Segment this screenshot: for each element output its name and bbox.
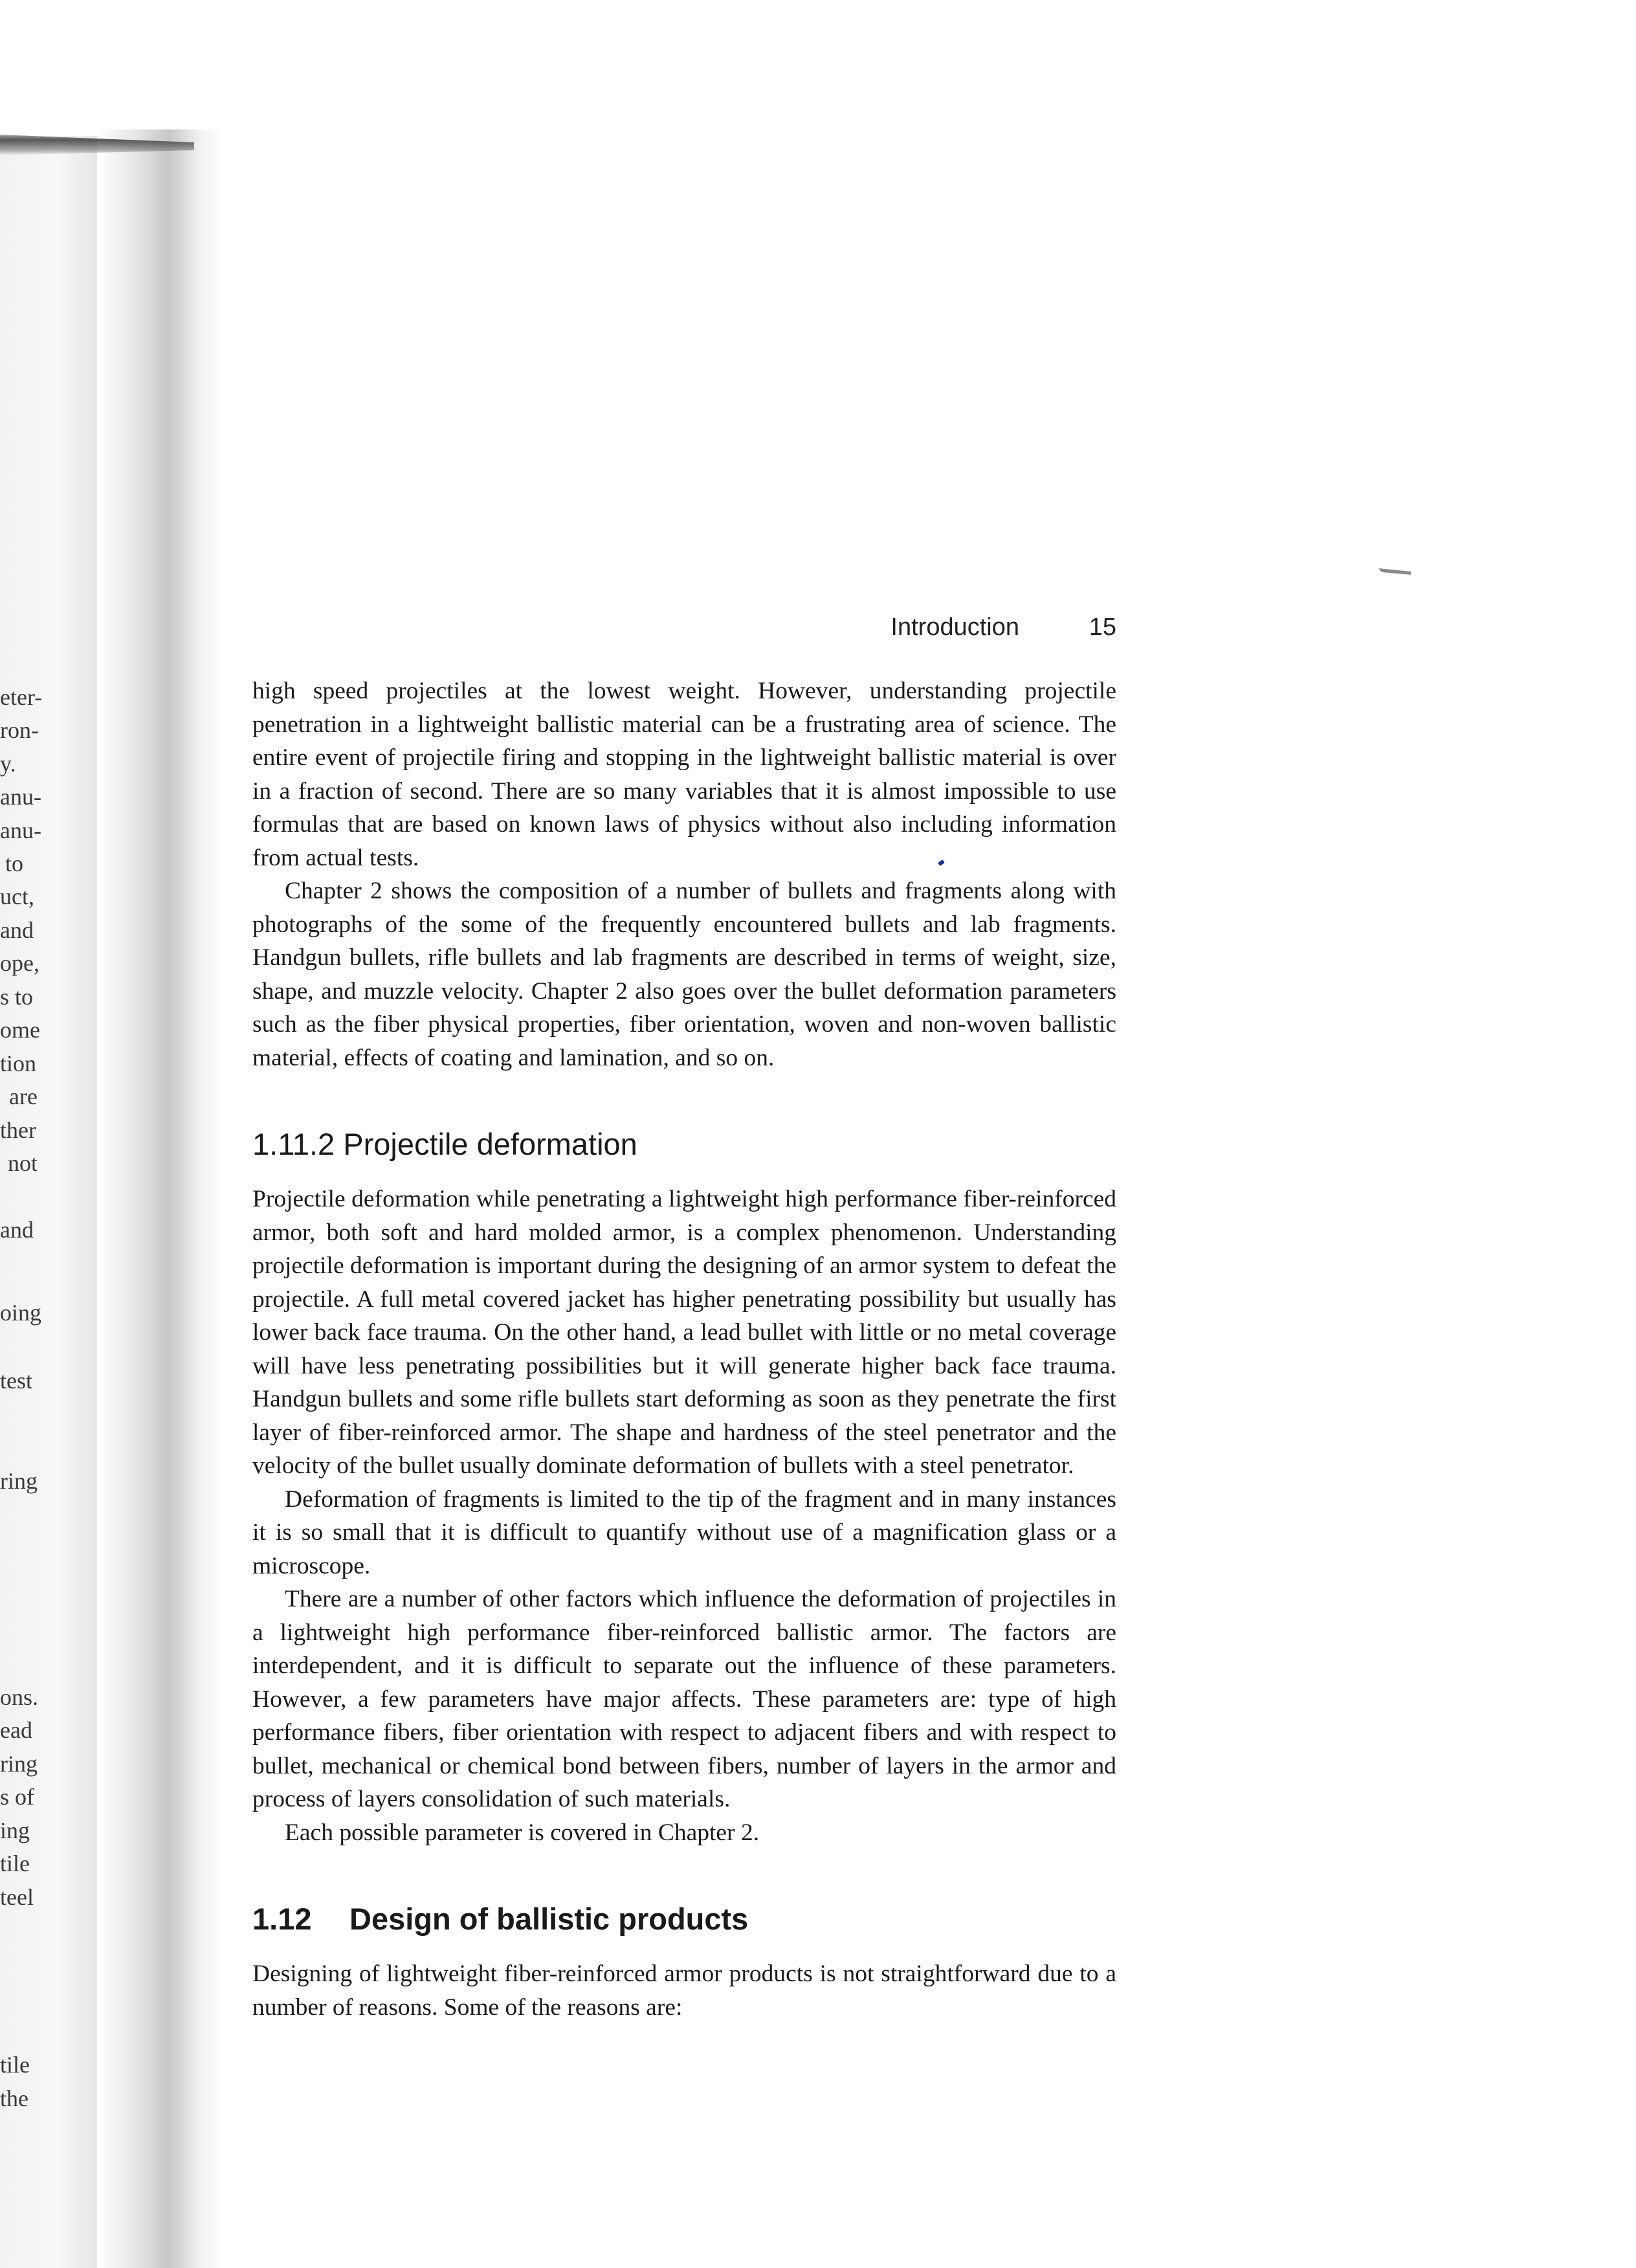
margin-word: the xyxy=(0,2085,28,2111)
margin-word: teel xyxy=(0,1884,34,1910)
paragraph: Chapter 2 shows the composition of a number of bullets and fragments along with photographs of the some of the frequently encountered bullets and lab fragments. Handgun bullets, rifle bullets and lab fragments are described in terms of weight, size, shape, and muzzle velocity. Chapter 2 also goes over the bullet deformation parameters such as the fiber physical properties, fiber orientation, woven and non-woven ballistic material, effects of coating and lamination, and so on. xyxy=(252,878,1116,1071)
paragraph: There are a number of other factors which influence the deformation of projectiles in a lightweight high performance fiber-reinforced ballistic armor. The factors are interdependent, and it is difficult to separate out the influence of these parameters. However, a few parameters have major affects. These parameters are: type of high performance fibers, fiber orientation with respect to adjacent fibers and with respect to bullet, mechanical or chemical bond between fibers, number of layers in the armor and process of layers consolidation of such materials. xyxy=(252,1586,1116,1812)
margin-word: not xyxy=(8,1150,38,1176)
binding-shadow xyxy=(97,129,227,2268)
paragraph: Each possible parameter is covered in Chapter 2. xyxy=(285,1819,760,1846)
paragraph: Designing of lightweight fiber-reinforced armor products is not straightforward due to a number of reasons. Some of the reasons are: xyxy=(252,1961,1116,2021)
margin-word: ing xyxy=(0,1818,30,1843)
margin-word: s of xyxy=(0,1784,34,1810)
section-heading: 1.11.2 Projectile deformation xyxy=(252,1127,637,1161)
margin-word: s to xyxy=(0,984,34,1010)
margin-word: y. xyxy=(0,751,16,777)
margin-word: ead xyxy=(0,1717,32,1743)
margin-word: uct, xyxy=(0,884,34,909)
section-number: 1.12 xyxy=(252,1902,312,1936)
margin-word: ons. xyxy=(0,1684,39,1710)
margin-word: ring xyxy=(0,1468,38,1494)
page-number: 15 xyxy=(1089,614,1116,641)
paragraph: high speed projectiles at the lowest weight. However, understanding projectile penetration in a lightweight ballistic material can be a frustrating area of science. The entire event of projectile firing and stopping in the lightweight ballistic material is over in a fraction of second. There are so many variables that it is almost impossible to use formulas that are based on known laws of physics without also including information from actual tests. xyxy=(252,678,1116,871)
paragraph: Projectile deformation while penetrating a lightweight high performance fiber-reinforced armor, both soft and hard molded armor, is a complex phenomenon. Understanding projectile deformation is important during the designing of an armor system to defeat the projectile. A full metal covered jacket has higher penetrating possibility but usually has lower back face trauma. On the other hand, a lead bullet with little or no metal coverage will have less penetrating possibilities but it will generate higher back face trauma. Handgun bullets and some rifle bullets start deforming as soon as they penetrate the first layer of fiber-reinforced armor. The shape and hardness of the steel penetrator and the velocity of the bullet usually dominate deformation of bullets with a steel penetrator. xyxy=(252,1186,1116,1479)
book-page xyxy=(252,608,1116,2024)
margin-word: ope, xyxy=(0,950,39,976)
running-header xyxy=(252,608,1116,647)
margin-word: tion xyxy=(0,1051,37,1076)
margin-word: anu- xyxy=(0,817,41,843)
margin-word: tile xyxy=(0,1851,30,1876)
margin-word: ome xyxy=(0,1017,40,1043)
section-heading xyxy=(252,1901,1116,1937)
section-title: Design of ballistic products xyxy=(349,1902,749,1936)
margin-word: tile xyxy=(0,2052,30,2078)
margin-word: ring xyxy=(0,1751,38,1777)
margin-word: oing xyxy=(0,1300,42,1326)
facing-page xyxy=(0,136,97,2268)
margin-word: and xyxy=(0,1217,34,1243)
margin-word: ther xyxy=(0,1117,36,1143)
margin-word: to xyxy=(5,850,24,876)
margin-word: and xyxy=(0,917,34,943)
margin-word: anu- xyxy=(0,784,41,810)
running-header-title: Introduction xyxy=(890,614,1019,641)
paragraph: Deformation of fragments is limited to the tip of the fragment and in many instances it is so small that it is difficult to quantify without use of a magnification glass or a microscope. xyxy=(252,1485,1116,1579)
margin-word: ron- xyxy=(0,717,39,743)
margin-word: eter- xyxy=(0,684,43,710)
margin-word: are xyxy=(9,1084,38,1109)
scan-corner-mark xyxy=(1378,568,1411,575)
margin-word: test xyxy=(0,1368,32,1394)
